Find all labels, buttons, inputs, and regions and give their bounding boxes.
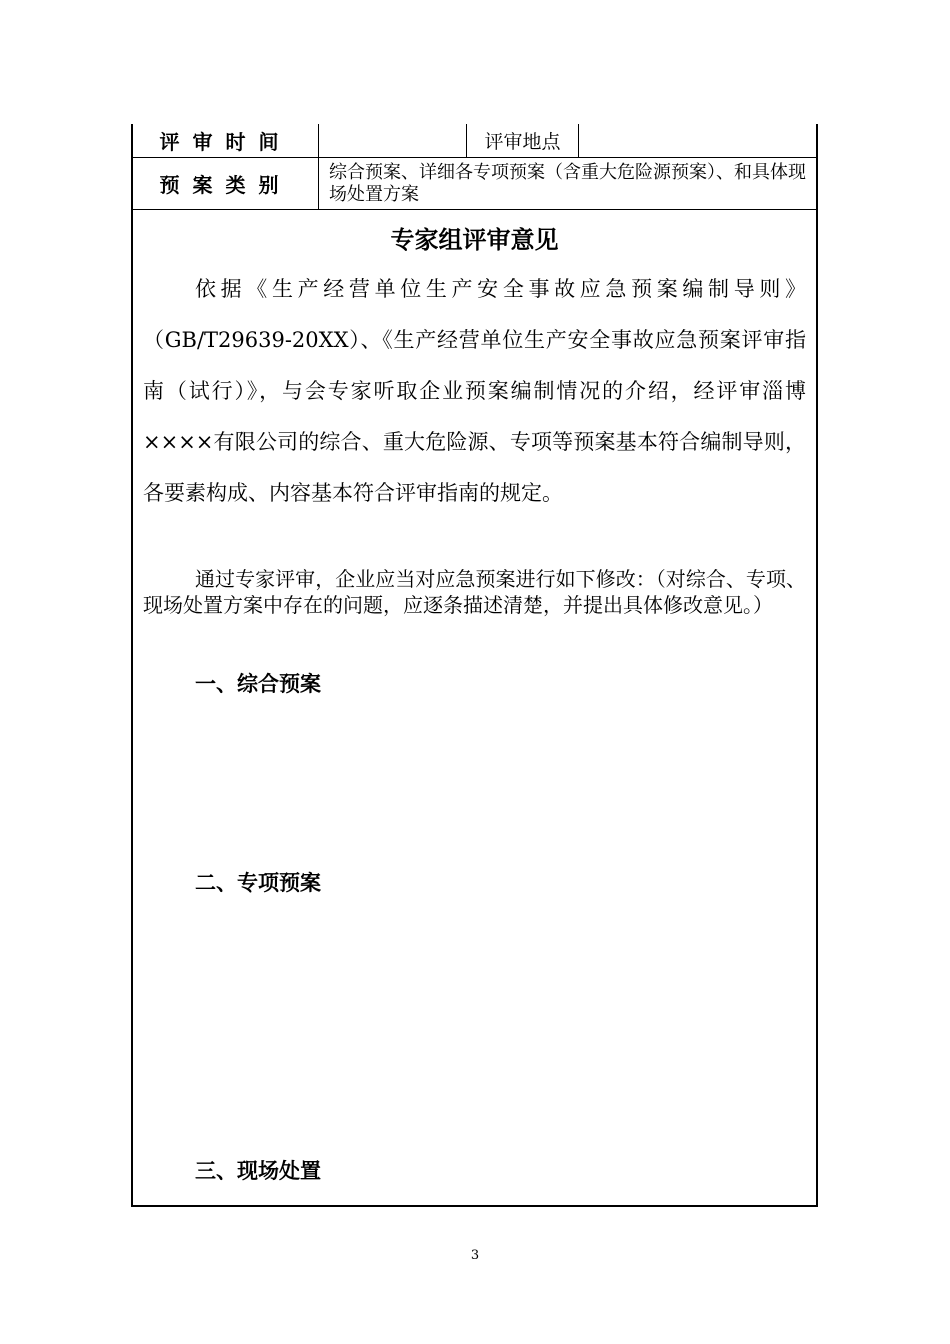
opinion-heading: 专家组评审意见: [390, 226, 559, 254]
section-special-plan: 二、专项预案: [195, 871, 321, 895]
section-onsite-handling: 三、现场处置: [195, 1159, 321, 1183]
review-place-label: 评审地点: [466, 124, 578, 157]
review-time-row: [133, 124, 816, 158]
review-form: [131, 124, 818, 1207]
review-place-value[interactable]: [578, 124, 816, 157]
plan-type-value: 综合预案、详细各专项预案（含重大危险源预案）、和具体现场处置方案: [318, 158, 816, 209]
review-time-value[interactable]: [318, 124, 466, 157]
opinion-paragraph-2: 通过专家评审，企业应当对应急预案进行如下修改：（对综合、专项、现场处置方案中存在的问题，应逐条描述清楚，并提出具体修改意见。）: [143, 567, 806, 617]
page-number: 3: [470, 1248, 480, 1263]
plan-type-label: 预案类别: [159, 173, 292, 197]
review-time-label: 评审时间: [159, 130, 292, 154]
opinion-paragraph-1: 依据《生产经营单位生产安全事故应急预案编制导则》（GB/T29639-20XX）、《生产经营单位生产安全事故应急预案评审指南（试行）》，与会专家听取企业预案编制情况的介绍，经评审淄博××××有限公司的综合、重大危险源、专项等预案基本符合编制导则，各要素构成、内容基本符合评审指南的规定。: [143, 277, 806, 505]
section-comprehensive-plan: 一、综合预案: [195, 672, 321, 696]
plan-type-row: [133, 158, 816, 210]
